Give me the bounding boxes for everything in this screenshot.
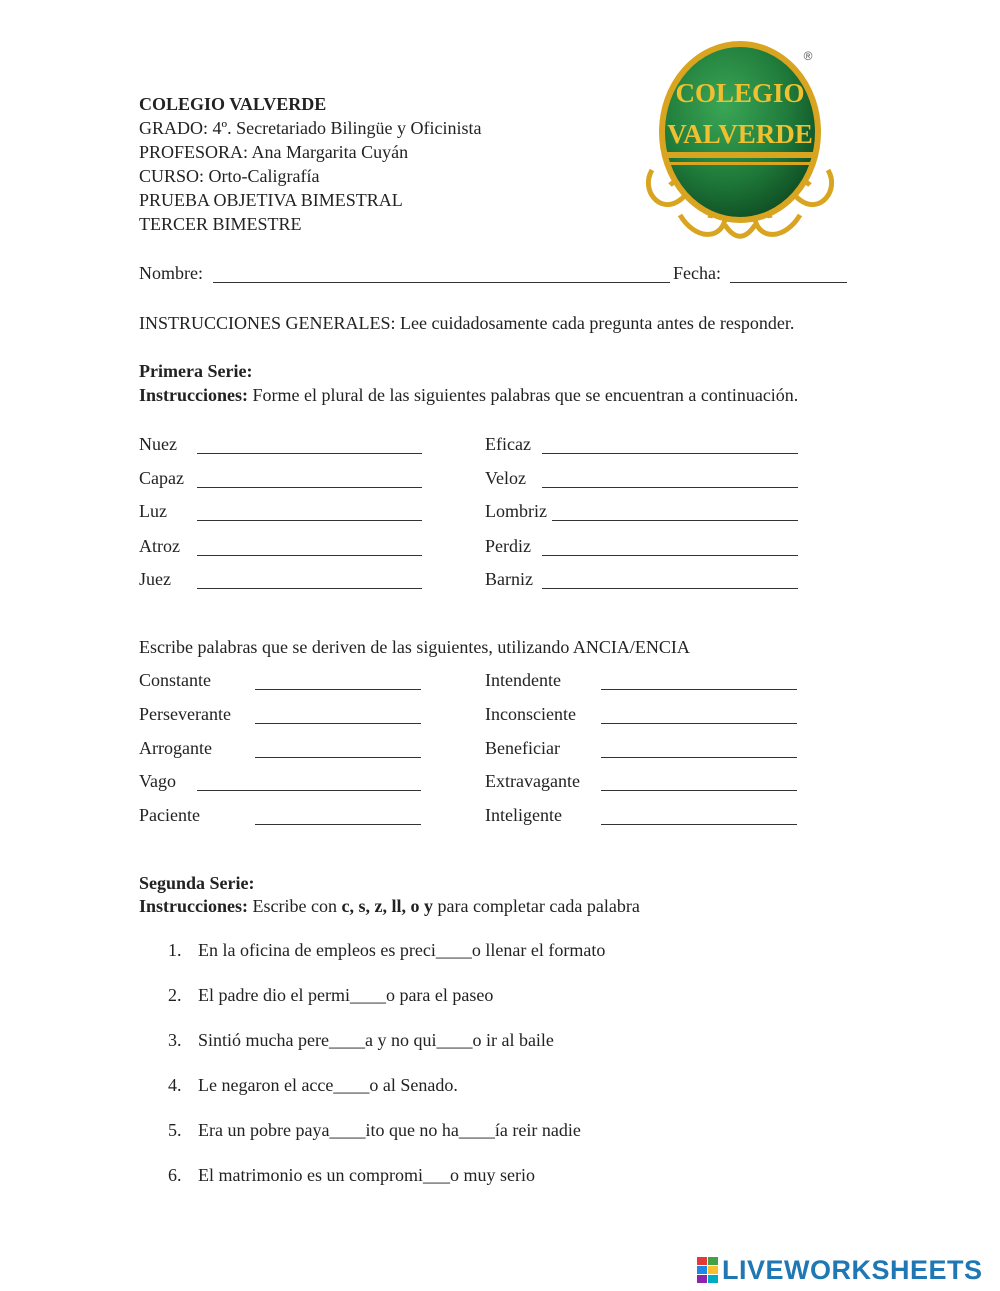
grade-line: GRADO: 4º. Secretariado Bilingüe y Oficinista bbox=[139, 118, 482, 138]
derive-answer-line[interactable] bbox=[601, 790, 797, 791]
plural-word-left: Juez bbox=[139, 569, 171, 589]
fill-blank-sentence[interactable]: Le negaron el acce____o al Senado. bbox=[198, 1075, 458, 1095]
plural-answer-line[interactable] bbox=[197, 555, 422, 556]
name-label: Nombre: bbox=[139, 263, 203, 283]
plural-word-left: Nuez bbox=[139, 434, 177, 454]
derive-word-left: Vago bbox=[139, 771, 176, 791]
series2-instructions bbox=[139, 895, 640, 917]
derive-word-left: Perseverante bbox=[139, 704, 231, 724]
series1-instructions bbox=[139, 384, 798, 406]
item-number: 1. bbox=[168, 940, 182, 960]
series2-letters: c, s, z, ll, o y bbox=[341, 896, 433, 916]
derive-word-left: Constante bbox=[139, 670, 211, 690]
derive-word-right: Intendente bbox=[485, 670, 561, 690]
plural-word-right: Perdiz bbox=[485, 536, 531, 556]
logo-cell bbox=[697, 1266, 707, 1274]
item-number: 6. bbox=[168, 1165, 182, 1185]
school-name: COLEGIO VALVERDE bbox=[139, 94, 327, 114]
logo-text-line2: VALVERDE bbox=[667, 119, 813, 149]
plural-word-left: Luz bbox=[139, 501, 167, 521]
series1-instr-label: Instrucciones: bbox=[139, 385, 248, 405]
liveworksheets-text: LIVEWORKSHEETS bbox=[722, 1254, 983, 1285]
series2-instr-post: para completar cada palabra bbox=[432, 896, 640, 916]
plural-answer-line[interactable] bbox=[197, 453, 422, 454]
series2-instr-pre: Escribe con bbox=[248, 896, 342, 916]
logo-text-line1: COLEGIO bbox=[675, 78, 805, 108]
series1-title: Primera Serie: bbox=[139, 361, 253, 381]
date-field[interactable] bbox=[730, 282, 847, 283]
plural-word-left: Atroz bbox=[139, 536, 180, 556]
liveworksheets-logo-icon bbox=[697, 1257, 718, 1283]
registered-mark: ® bbox=[803, 49, 813, 63]
test-line: PRUEBA OBJETIVA BIMESTRAL bbox=[139, 190, 403, 210]
derive-answer-line[interactable] bbox=[601, 824, 797, 825]
course-line: CURSO: Orto-Caligrafía bbox=[139, 166, 320, 186]
logo-cell bbox=[708, 1266, 718, 1274]
plural-answer-line[interactable] bbox=[197, 487, 422, 488]
general-instructions: INSTRUCCIONES GENERALES: Lee cuidadosamente cada pregunta antes de responder. bbox=[139, 313, 795, 333]
plural-answer-line[interactable] bbox=[542, 588, 798, 589]
plural-answer-line[interactable] bbox=[542, 453, 798, 454]
liveworksheets-brand[interactable] bbox=[697, 1255, 983, 1285]
item-number: 3. bbox=[168, 1030, 182, 1050]
plural-word-left: Capaz bbox=[139, 468, 184, 488]
plural-answer-line[interactable] bbox=[542, 555, 798, 556]
logo-cell bbox=[697, 1257, 707, 1265]
item-number: 4. bbox=[168, 1075, 182, 1095]
fill-blank-sentence[interactable]: El matrimonio es un compromi___o muy serio bbox=[198, 1165, 535, 1185]
fill-blank-sentence[interactable]: En la oficina de empleos es preci____o llenar el formato bbox=[198, 940, 606, 960]
derive-answer-line[interactable] bbox=[255, 757, 421, 758]
derive-word-left: Paciente bbox=[139, 805, 200, 825]
derive-word-right: Inteligente bbox=[485, 805, 562, 825]
derive-answer-line[interactable] bbox=[197, 790, 421, 791]
teacher-line: PROFESORA: Ana Margarita Cuyán bbox=[139, 142, 409, 162]
plural-word-right: Barniz bbox=[485, 569, 533, 589]
derive-answer-line[interactable] bbox=[255, 723, 421, 724]
derive-word-left: Arrogante bbox=[139, 738, 212, 758]
derive-answer-line[interactable] bbox=[601, 689, 797, 690]
plural-answer-line[interactable] bbox=[197, 588, 422, 589]
derive-answer-line[interactable] bbox=[601, 723, 797, 724]
date-label: Fecha: bbox=[673, 263, 721, 283]
school-logo bbox=[640, 40, 840, 245]
derive-word-right: Beneficiar bbox=[485, 738, 560, 758]
derive-word-right: Extravagante bbox=[485, 771, 580, 791]
logo-cell bbox=[697, 1275, 707, 1283]
series1-instr-text: Forme el plural de las siguientes palabras que se encuentran a continuación. bbox=[248, 385, 799, 405]
plural-word-right: Lombriz bbox=[485, 501, 547, 521]
plural-word-right: Eficaz bbox=[485, 434, 531, 454]
derive-word-right: Inconsciente bbox=[485, 704, 576, 724]
derivation-instructions: Escribe palabras que se deriven de las siguientes, utilizando ANCIA/ENCIA bbox=[139, 637, 690, 657]
plural-answer-line[interactable] bbox=[197, 520, 422, 521]
fill-blank-sentence[interactable]: Era un pobre paya____ito que no ha____ía reir nadie bbox=[198, 1120, 581, 1140]
derive-answer-line[interactable] bbox=[601, 757, 797, 758]
plural-word-right: Veloz bbox=[485, 468, 526, 488]
series2-title: Segunda Serie: bbox=[139, 873, 255, 893]
plural-answer-line[interactable] bbox=[542, 487, 798, 488]
derive-answer-line[interactable] bbox=[255, 689, 421, 690]
derive-answer-line[interactable] bbox=[255, 824, 421, 825]
logo-cell bbox=[708, 1257, 718, 1265]
series2-instr-label: Instrucciones: bbox=[139, 896, 248, 916]
plural-answer-line[interactable] bbox=[552, 520, 798, 521]
item-number: 2. bbox=[168, 985, 182, 1005]
fill-blank-sentence[interactable]: Sintió mucha pere____a y no qui____o ir al baile bbox=[198, 1030, 554, 1050]
term-line: TERCER BIMESTRE bbox=[139, 214, 302, 234]
name-field[interactable] bbox=[213, 282, 670, 283]
logo-cell bbox=[708, 1275, 718, 1283]
item-number: 5. bbox=[168, 1120, 182, 1140]
fill-blank-sentence[interactable]: El padre dio el permi____o para el paseo bbox=[198, 985, 494, 1005]
